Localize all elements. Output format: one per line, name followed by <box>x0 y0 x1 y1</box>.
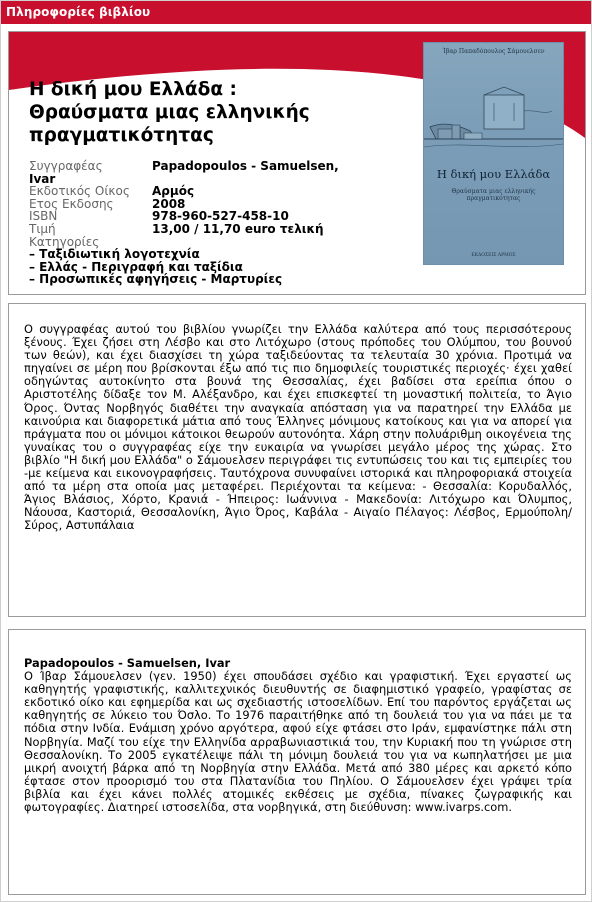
year-label: Ετος Εκδοσης <box>29 196 114 211</box>
isbn-label: ISBN <box>29 209 58 224</box>
description-box <box>8 303 586 617</box>
publisher-link[interactable]: Αρμός <box>152 184 195 199</box>
book-cover-image <box>423 42 564 265</box>
cover-title: Η δική μου Ελλάδα <box>436 167 551 181</box>
panel-header <box>1 1 591 24</box>
category-link[interactable]: – Προσωπικές αφηγήσεις - Μαρτυρίες <box>29 272 283 287</box>
book-description: Ο συγγραφέας αυτού του βιβλίου γνωρίζει την Ελλάδα καλύτερα από τους περισσότερους ξένους. Έχει ζήσει στη Λέσβο και στο Λιτόχωρο (στους πρόποδες του Ολύμπου, του βουνού των θεών), και έχει διασχίσει τη χώρα ταξιδεύοντας τα τελευταία 30 χρόνια. Προτιμά να πηγαίνει σε μέρη που βρίσκονται έξω από τις πιο δημοφιλείς τουριστικές περιοχές· έχει χαθεί οδηγώντας αυτοκίνητο στα βουνά της Θεσσαλίας, έχει βαδίσει στα ερείπια όπου ο Αριστοτέλης δίδαξε τον Μ. Αλέξανδρο, και έχει επισκεφτεί τη μοναστική πολιτεία, το Άγιο Όρος. Όντας Νορβηγός διαθέτει την αναγκαία απόσταση για να παρατηρεί την Ελλάδα με καινούρια και διαφορετικά μάτια από τους Έλληνες μόνιμους κατοίκους και για να απορεί για πράγματα που οι μόνιμοι κάτοικοι θεωρούν αυτονόητα. Χάρη στην πολυάριθμη οικογένεια της γυναίκας του ο συγγραφέας είχε την ευκαιρία να γνωρίσει μεγάλο μέρος της χώρας. Στο βιβλίο "Η δική μου Ελλάδα" ο Σάμουελσεν περιγράφει τις εντυπώσεις του και τις εμπειρίες του -με κείμενα και εικονογραφήσεις. Ταυτόχρονα συνυφαίνει ιστορικά και πληροφοριακά στοιχεία από τα μέρη στα οποία μας μεταφέρει. Περιέχονται τα κείμενα: - Θεσσαλία: Κορυδαλλός, Άγιος Βλάσιος, Χόρτο, Κρανιά - Ήπειρος: Ιωάννινα - Μακεδονία: Λιτόχωρο και Όλυμπος, Νάουσα, Καστοριά, Θεσσαλονίκη, Άγιο Όρος, Καβάλα - Αιγαίο Πέλαγος: Λέσβος, Ερμούπολη/Σύρος, Αστυπάλαια <box>24 322 572 533</box>
book-metadata <box>29 159 339 287</box>
price-label: Τιμή <box>29 221 56 236</box>
publisher-row <box>29 185 282 198</box>
cover-author: Ίβαρ Παπαδόπουλος Σάμουελσεν <box>442 48 545 55</box>
publisher-label: Εκδοτικός Οίκος <box>29 184 130 199</box>
author-bio-box <box>8 629 586 895</box>
author-name: Papadopoulos - Samuelsen, Ivar <box>24 656 231 670</box>
categories-label: Κατηγορίες <box>29 234 100 249</box>
category-link[interactable]: – Ελλάς - Περιγραφή και ταξίδια <box>29 259 243 274</box>
author-bio-text: Ο Ίβαρ Σάμουελσεν (γεν. 1950) έχει σπουδάσει σχέδιο και γραφιστική. Έχει εργαστεί ως καθηγητής γραφιστικής, καλλιτεχνικός διευθυντής σε διαφημιστικό γραφείο, γραφίστας σε εκδοτικό οίκο και εφημερίδα και ως σχεδιαστής ιστοσελίδων. Επί του παρόντος εργάζεται ως καθηγητής σε λύκειο του Όσλο. Το 1976 παραιτήθηκε από τη δουλειά του για να πάει με τα πόδια στην Ινδία. Ενάμιση χρόνο αργότερα, αφού είχε φτάσει στο Ιράν, εμφανίστηκε πάλι στη Νορβηγία. Μαζί του είχε την Ελληνίδα αρραβωνιαστικιά του, την Κυριακή που τη γνώρισε στη Θεσσαλονίκη. Το 2005 εγκατέλειψε πάλι τη μόνιμη δουλειά του για να κωπηλατήσει με μια μικρή ανοιχτή βάρκα από τη Νορβηγία στην Ελλάδα. Μετά από 380 μέρες και αρκετό κόπο έφτασε στον προορισμό του στα Πλατανίδια του Πηλίου. Ο Σάμουελσεν έχει γράψει τρία βιβλία και έχει κάνει πολλές ατομικές εκθέσεις με σχέδια, πίνακες ζωγραφικής και φωτογραφίες. Διατηρεί ιστοσελίδα, στα νορβηγικά, στη διεύθυνση: www.ivarps.com. <box>24 669 572 815</box>
author-row <box>29 159 339 173</box>
price-row <box>29 221 324 236</box>
year-value: 2008 <box>152 196 186 211</box>
book-title: Η δική μου Ελλάδα : Θραύσματα μιας ελληνικής πραγματικότητας <box>29 79 310 146</box>
author-bio <box>24 657 572 814</box>
cover-subtitle: Θραύσματα μιας ελληνικής πραγματικότητας <box>451 188 536 202</box>
isbn-value: 978-960-527-458-10 <box>152 209 289 224</box>
author-label: Συγγραφέας <box>29 159 103 173</box>
price-value: 13,00 / 11,70 euro τελική <box>152 221 324 236</box>
categories-row <box>29 236 282 249</box>
book-summary-box <box>8 31 586 295</box>
panel-title: Πληροφορίες βιβλίου <box>6 5 151 19</box>
author-link-continued[interactable]: Ivar <box>29 171 56 186</box>
cover-publisher: ΕΚΔΟΣΕΙΣ ΑΡΜΟΣ <box>471 253 516 258</box>
cover-illustration <box>424 81 563 161</box>
author-link[interactable]: Papadopoulos - Samuelsen, <box>152 159 339 173</box>
category-link[interactable]: – Ταξιδιωτική λογοτεχνία <box>29 247 200 262</box>
